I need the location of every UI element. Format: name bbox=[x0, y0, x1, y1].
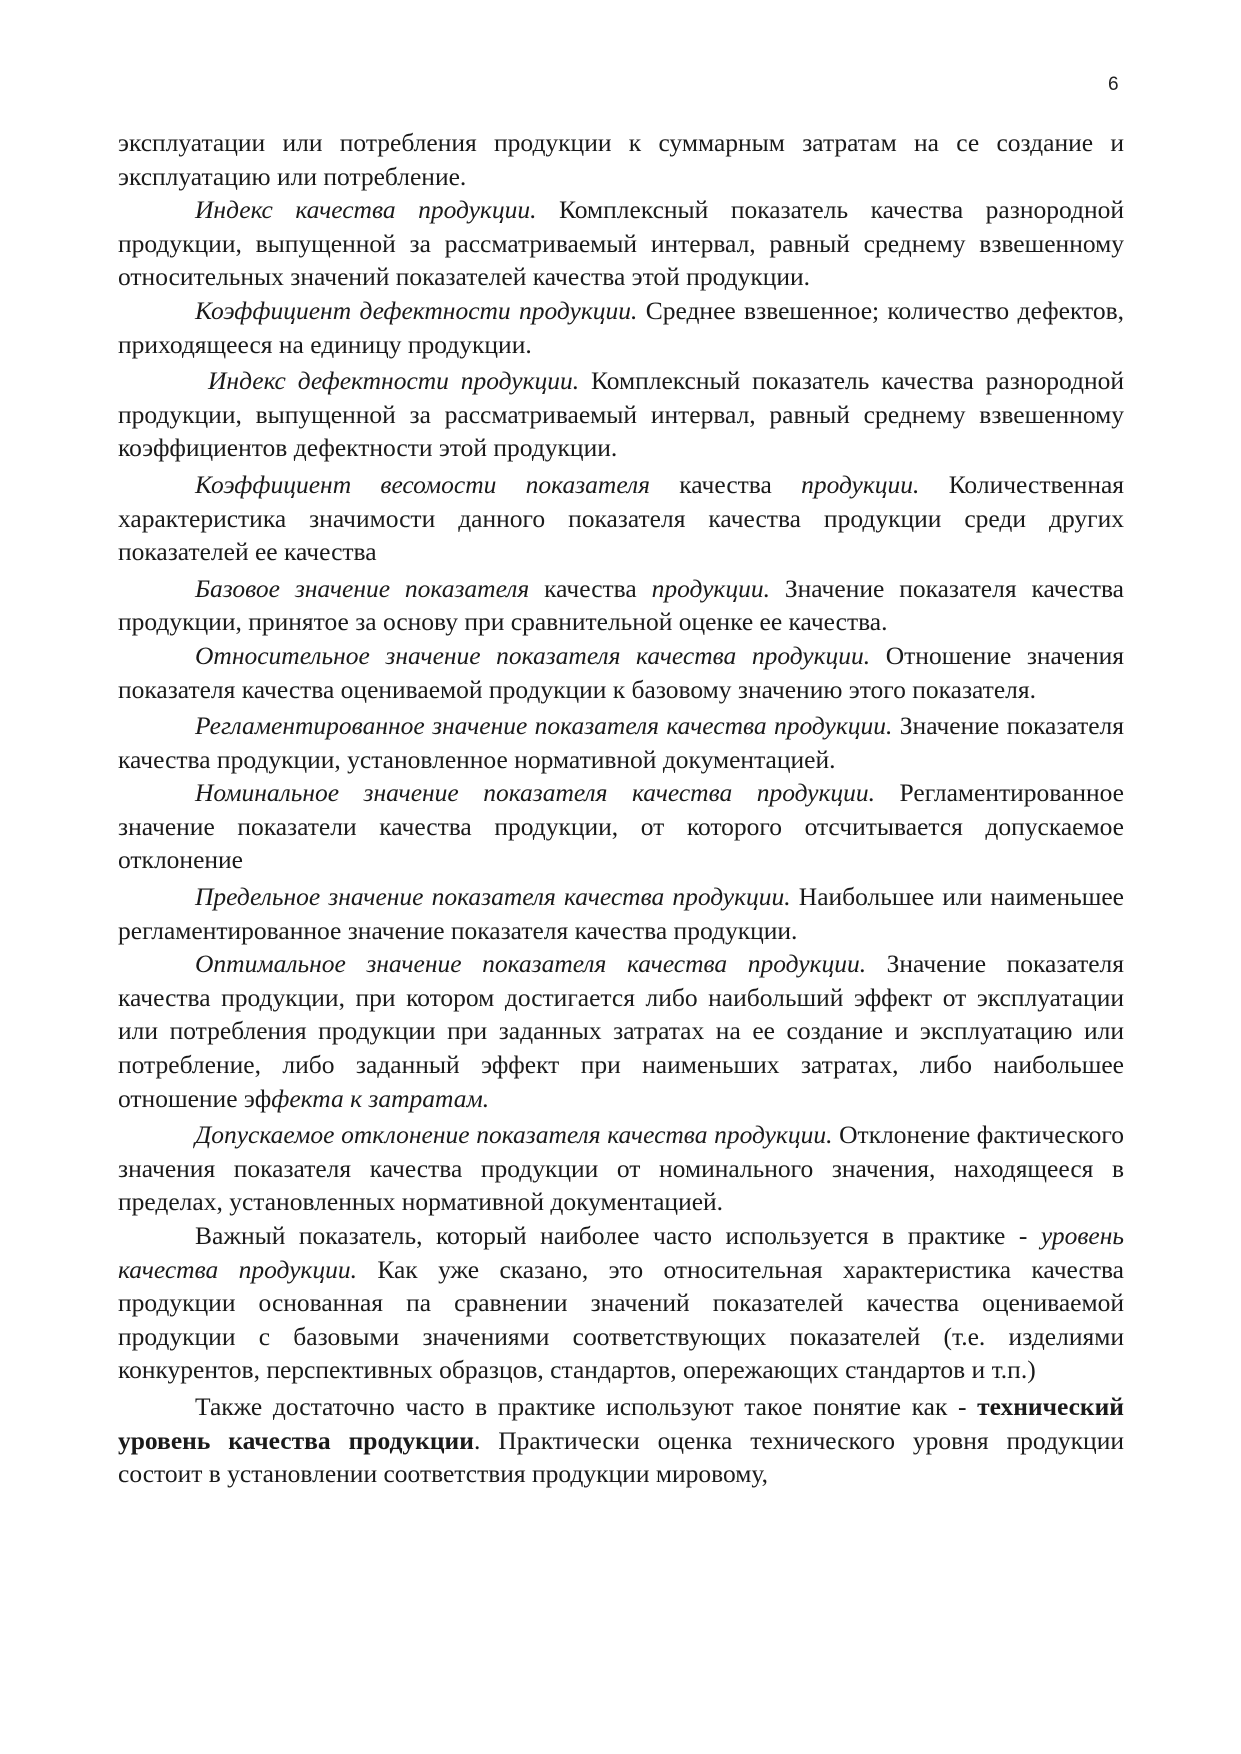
paragraph-lead: Важный показатель, который наиболее часто используется в практике - bbox=[195, 1221, 1041, 1250]
defined-term: Номинальное значение показателя качества продукции. bbox=[195, 778, 876, 808]
definition-text: Значение показателя качества продукции, принятое за основу при сравнительной оценке ее качества. bbox=[118, 573, 1125, 637]
definition-text: качества bbox=[529, 573, 652, 603]
paragraph-continuation bbox=[118, 126, 1124, 193]
definition-base-value bbox=[118, 572, 1124, 639]
definition-nominal-value bbox=[118, 776, 1124, 877]
paragraph-quality-level bbox=[118, 1219, 1124, 1387]
definition-text: Значение показателя качества продукции, при котором достигается либо наибольший эффект от эксплуатации или потребления продукции при заданных затратах на ее создание и эксплуатацию или потребление, либо заданный эффект при наименьших затратах, либо наибольшее отношение эф bbox=[118, 949, 1124, 1113]
defined-term: уровень качества продукции. bbox=[118, 1221, 1124, 1284]
definition-limit-value bbox=[118, 880, 1124, 947]
definition-text: Регламентированное значение показатели качества продукции, от которого отсчитывается допускаемое отклонение bbox=[118, 778, 1124, 875]
defined-term-suffix: продукции. bbox=[651, 573, 770, 603]
defined-term: Базовое значение показателя bbox=[195, 573, 530, 603]
defined-term: Коэффициент весомости показателя bbox=[195, 469, 650, 499]
definition-text: Количественная характеристика значимости данного показателя качества продукции среди других показателей ее качества bbox=[118, 469, 1125, 567]
definition-optimal-value bbox=[118, 947, 1124, 1115]
definition-allowed-deviation bbox=[118, 1118, 1124, 1219]
definition-text: Значение показателя качества продукции, установленное нормативной документацией. bbox=[118, 711, 1124, 774]
definition-text: качества bbox=[649, 469, 802, 499]
defined-term: Регламентированное значение показателя качества продукции. bbox=[195, 711, 893, 741]
definition-text: Отклонение фактического значения показателя качества продукции от номинального значения, находящееся в пределах, установленных нормативной документацией. bbox=[118, 1120, 1124, 1217]
definition-relative-value bbox=[118, 639, 1124, 706]
italic-tail: фекта к затратам. bbox=[271, 1083, 490, 1113]
paragraph-technical-level bbox=[118, 1390, 1124, 1491]
document-body bbox=[118, 126, 1124, 1491]
defined-term: Индекс дефектности продукции. bbox=[208, 366, 580, 396]
definition-text: Отношение значения показателя качества оцениваемой продукции к базовому значению этого показателя. bbox=[118, 640, 1125, 704]
defined-term: Оптимальное значение показателя качества продукции. bbox=[195, 949, 867, 979]
definition-text: Комплексный показатель качества разнородной продукции, выпущенной за рассматриваемый интервал, равный среднему взвешенному коэффициентов дефектности этой продукции. bbox=[118, 366, 1124, 463]
definition-defect-coefficient bbox=[118, 294, 1124, 361]
defined-term: Допускаемое отклонение показателя качества продукции. bbox=[195, 1120, 833, 1150]
defined-term: Относительное значение показателя качества продукции. bbox=[195, 640, 871, 670]
defined-term: Индекс качества продукции. bbox=[195, 195, 537, 225]
definition-text: Наибольшее или наименьшее регламентированное значение показателя качества продукции. bbox=[118, 882, 1125, 945]
defined-term: Предельное значение показателя качества продукции. bbox=[195, 882, 791, 912]
defined-term: Коэффициент дефектности продукции. bbox=[195, 295, 638, 325]
definition-quality-index bbox=[118, 193, 1124, 294]
definition-text: Среднее взвешенное; количество дефектов, приходящееся на единицу продукции. bbox=[118, 295, 1124, 359]
definition-text: Комплексный показатель качества разнородной продукции, выпущенной за рассматриваемый интервал, равный среднему взвешенному относительных значений показателей качества этой продукции. bbox=[118, 195, 1125, 292]
bold-term: технический уровень качества продукции bbox=[118, 1391, 1124, 1455]
paragraph-text: . Практически оценка технического уровня продукции состоит в установлении соответствия продукции мировому, bbox=[118, 1425, 1124, 1489]
definition-regulated-value bbox=[118, 709, 1124, 776]
definition-weight-coefficient bbox=[118, 468, 1124, 569]
paragraph-text: Как уже сказано, это относительная характеристика качества продукции основанная па сравнении значений показателей качества оцениваемой продукции с базовыми значениями соответствующих показателей (т.е. изделиями конкурентов, перспективных образцов, стандартов, опережающих стандартов и т.п.) bbox=[118, 1254, 1124, 1385]
defined-term-suffix: продукции. bbox=[801, 469, 920, 499]
paragraph-text: эксплуатации или потребления продукции к суммарным затратам на се создание и эксплуатацию или потребление. bbox=[118, 128, 1124, 191]
page-number: 6 bbox=[1108, 74, 1119, 95]
paragraph-lead: Также достаточно часто в практике используют такое понятие как - bbox=[195, 1391, 978, 1421]
definition-defect-index bbox=[118, 364, 1124, 465]
